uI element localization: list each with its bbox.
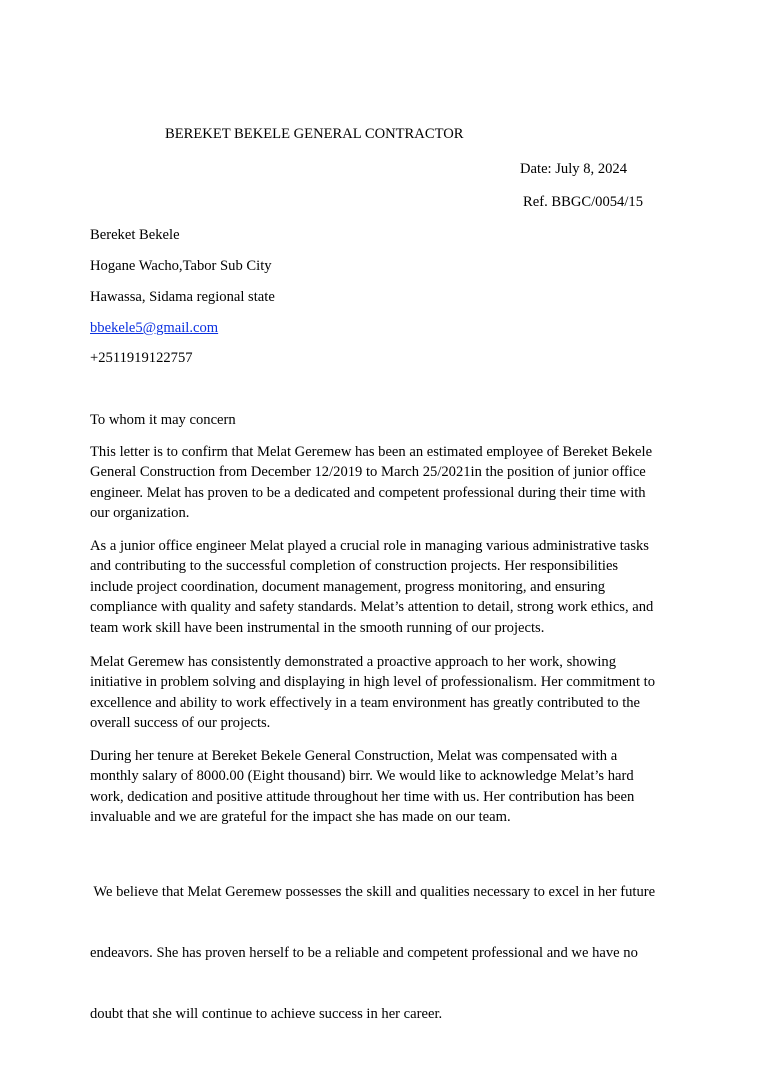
paragraph-employment-confirmation: [90, 442, 682, 524]
letter-date: Date: July 8, 2024: [520, 161, 628, 177]
paragraph-line: monthly salary of 8000.00 (Eight thousand) birr. We would like to acknowledge Melat’s hard: [90, 768, 634, 785]
sender-name: Bereket Bekele: [90, 227, 180, 243]
paragraph-line: General Construction from December 12/2019 to March 25/2021in the position of junior office: [90, 464, 646, 481]
salutation: To whom it may concern: [90, 412, 236, 428]
paragraph-line: invaluable and we are grateful for the impact she has made on our team.: [90, 809, 511, 826]
paragraph-line: We believe that Melat Geremew possesses the skill and qualities necessary to excel in her future: [90, 883, 656, 900]
sender-email-row: [90, 319, 218, 337]
paragraph-compensation: [90, 746, 682, 828]
paragraph-line: engineer. Melat has proven to be a dedicated and competent professional during their time with: [90, 484, 646, 501]
paragraph-line: overall success of our projects.: [90, 715, 271, 732]
paragraph-line: doubt that she will continue to achieve success in her career.: [90, 1006, 443, 1023]
paragraph-line: endeavors. She has proven herself to be a reliable and competent professional and we have no: [90, 945, 638, 962]
paragraph-line: excellence and ability to work effectively in a team environment has greatly contributed to the: [90, 694, 641, 711]
paragraph-line: Melat Geremew has consistently demonstrated a proactive approach to her work, showing: [90, 654, 617, 670]
company-heading: BEREKET BEKELE GENERAL CONTRACTOR: [165, 126, 464, 142]
paragraph-performance: [90, 652, 682, 734]
reference-number: Ref. BBGC/0054/15: [523, 194, 643, 210]
paragraph-responsibilities: [90, 536, 682, 638]
paragraph-line: team work skill have been instrumental in the smooth running of our projects.: [90, 619, 545, 636]
sender-phone: +2511919122757: [90, 350, 193, 366]
paragraph-line: include project coordination, document management, progress monitoring, and ensuring: [90, 578, 606, 595]
paragraph-line: and contributing to the successful completion of construction projects. Her responsibilities: [90, 558, 619, 575]
sender-email-link[interactable]: bbekele5@gmail.com: [90, 320, 219, 336]
sender-address-line1: Hogane Wacho,Tabor Sub City: [90, 258, 272, 274]
paragraph-line: During her tenure at Bereket Bekele General Construction, Melat was compensated with a: [90, 748, 618, 764]
paragraph-line: As a junior office engineer Melat played a crucial role in managing various administrative tasks: [90, 538, 649, 554]
paragraph-line: our organization.: [90, 505, 190, 522]
paragraph-line: work, dedication and positive attitude throughout her time with us. Her contribution has been: [90, 788, 635, 805]
paragraph-line: compliance with quality and safety standards. Melat’s attention to detail, strong work ethics, and: [90, 599, 654, 616]
sender-address-line2: Hawassa, Sidama regional state: [90, 289, 275, 305]
paragraph-recommendation: [90, 841, 682, 1065]
paragraph-line: initiative in problem solving and displaying in high level of professionalism. Her commitment to: [90, 674, 656, 691]
paragraph-line: This letter is to confirm that Melat Geremew has been an estimated employee of Bereket Bekele: [90, 444, 653, 460]
